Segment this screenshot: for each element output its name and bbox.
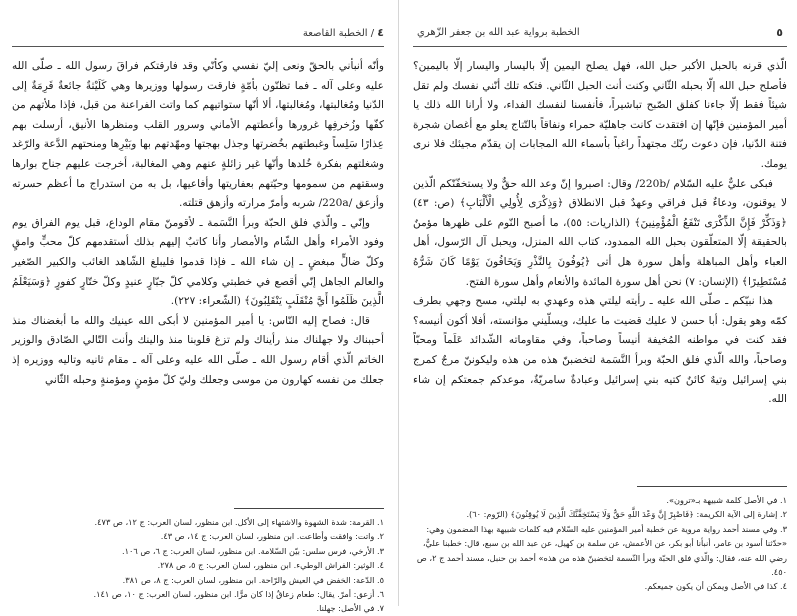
footnote: ٦. أزعق: أمرّ. يقال: طعام زعاقٌ إذا كان مرًّا. ابن منظور، لسان العرب: ج ١٠، ص ١٤١. bbox=[93, 589, 384, 600]
paragraph: الّذي قرنه بالحبل الأكبر حبل الله، فهل يصلح اليمين إلّا باليسار واليسار إلّا باليمين؟ فأصلح حبل الله إلّا بحبله الثّاني وكنت أنت الحبل الثّاني. فتكه تلك أنّني نفسك ولم تقل شيئاً فقط إلّا جاءنا كفلق الصّبح تباشيراً، فأنفسنا لنفسك الفداء، ولا أرانا الله ذلك يا أمير المؤمنين فإنّها إن افتقدت كانت جاهليّة حمراء ونفاقاً بالتّتاج يعلو مع أغصان شجرة فتنة الدّنيا، فإن دعوت ربّك مجتهداً راغباً بأسماء الله المجابات إن يقدّم مجيئك فلا نرى يومك. bbox=[413, 60, 787, 170]
running-title: الخطبة القاصعة bbox=[302, 28, 368, 39]
footnote: ٢. واتت: وافقت وأطاعت. ابن منظور، لسان العرب: ج ١٤، ص ٤٣. bbox=[160, 531, 384, 542]
left-page bbox=[0, 0, 398, 614]
page-number: ٥ bbox=[776, 26, 783, 39]
footnote: ٤. كذا في الأصل ويمكن أن يكون جميعكم. bbox=[644, 581, 787, 592]
page-number: ٤ bbox=[377, 26, 384, 39]
footnote-rule bbox=[637, 486, 787, 487]
running-head-right bbox=[413, 20, 787, 47]
footnote: ٧. في الأصل: جهلنا. bbox=[316, 603, 384, 614]
running-head-left: ٤ / الخطبة القاصعة bbox=[12, 20, 384, 47]
paragraph: وإنّي ـ والّذي فلق الحبّة وبرأ النَّسَمة ـ لأقومنّ مقام الوداع، قبل يوم الفراق يوم وفود الأمراء وأهل الشّام والأمصار وأنا كاتبٌ إليهم بذلك أستقدمهم كلّ محبٍّ وامقٍ وكلّ ضالٍّ مبغضٍ ـ إن شاء الله ـ فإذا قدموا فليبلغ الشّاهد الغائب والكبير الصّغير والعالم الجاهل إنّي أقصع في خطبتي وكلامي كلّ جبّارٍ عنيدٍ وكلّ ختّارٍ كفورٍ ﴿وَسَيَعْلَمُ الَّذِينَ ظَلَمُوا أَيَّ مُنْقَلَبٍ يَنْقَلِبُونَ﴾ (الشّعراء: ٢٢٧). bbox=[12, 216, 384, 308]
footnote: ٣. الأرخي، فرس سلس: بيّن السّلامة. ابن منظور، لسان العرب: ج ٦، ص ١٠٦. bbox=[121, 545, 384, 556]
footnote: ٣. وفي مسند أحمد رواية مروية عن خطبة أمير المؤمنين عليه السّلام فيه كلمات شبيهة بهذا المضمون وهي: «حدّثنا أسود بن عامر، أنبأنا أبو بكر، عن الأعمش، عن سلمة بن كهيل، عن عبد الله بن سبع، قال: خطبنا عليٌّ، رضي الله عنه، فقال: والّذي فلق الحبّة وبرأ النّسمة لتخضبنّ هذه من هذه» أحمد بن حنبل، مسند أحمد ج ٢، ص ٤٥٠. bbox=[416, 523, 787, 578]
footnote-rule bbox=[234, 508, 384, 509]
running-title: الخطبة برواية عبد الله بن جعفر الزّهري bbox=[417, 27, 580, 38]
footnote: ١. القرمة: شدة الشهوة والاشتهاء إلى الأكل. ابن منظور، لسان العرب: ج ١٢، ص ٤٧٣. bbox=[94, 517, 384, 527]
paragraph: وأنّه أنبأني بالحقّ ونعى إليّ نفسي وكأنّي وقد فارقتكم فراقَ رسول الله ـ صلّى الله عليه وعلى آله ـ فما تظنّون بأمّةٍ فارقت رسولها ووزيرها وهي كَلَيْثةٌ جائعةٌ قَرِمَةٌ إلى الدّنيا ومُغالبتها، ومُغالبتها، ألا أنّها ستواتيهم كما واتت الفراعنة من قبل، فإذا ملأتهم من كفّها وزُخرفِها غرورها وأعطتهم الأماني وسرور القلب ومنظرها الأنيق، أرسلت بهم عِذارًا سَلِساً وغبطتهم بخُضرتها وجذل بهجتها ومهّدتهم بها وبَيْرِها ومنحتهم الدَّعة والرّغد وشغلتهم بفكرة خُلدها وأنّها غير زائلةٍ عنهم وهي المغالبة، أخرجت عليهم جناح بوارها وسقتهم من سمومها وحيّتهم بعفاريتها وأفاعيها، بل به من استدراج ما أعظم حسرته وأزعق /220a/ شربه وأمرّ مرارته وأزهق قتلته. bbox=[12, 60, 384, 210]
left-page-body bbox=[12, 57, 384, 390]
paragraph: قال: فصاح إليه النّاس: يا أمير المؤمنين لا أبكى الله عينيك والله ما أبغضناك منذ أحببناك ولا جهلناك منذ رأيناك ولم تزغ قلوبنا منذ والينك وأنت التّالي الصّادق والوزير الخاتم الّذي أقام رسول الله ـ صلّى الله عليه وعلى آله ـ مقام ثانيه وتاليه ووزيره إذ جعلك من نفسه كهارون من موسى وجعلك وليّ كلّ مؤمنٍ ومؤمنةٍ وحبله الثّاني bbox=[12, 314, 384, 386]
footnote: ٤. الوثير: الفراش الوطيء. ابن منظور، لسان العرب: ج ٥، ص ٢٧٨. bbox=[157, 560, 384, 571]
right-page-body bbox=[413, 57, 787, 410]
paragraph: فبكى عليٌّ عليه السّلام /220b/ وقال: اصبروا إنّ وعد الله حقٌّ ولا يستخفّنّكم الّذين لا يوقنون، ودعاءٌ قبل فراقي وعهدٌ قبل الانطلاق ﴿وَذِكْرَى لِأُولِي الْأَلْبَابِ﴾ (ص: ٤٣) ﴿وَذَكِّرْ فَإِنَّ الذِّكْرَى تَنْفَعُ الْمُؤْمِنِينَ﴾ (الذاريات: ٥٥)، ما أصبح النّوم على ظهرها مؤمنٌ بالحقيقة إلّا المتعلّقون بحبل الله الممدود، كتاب الله المنزل، ويحبل آل الرّسول، أهل العباء وأهل المباهلة وأهل سورة هل أتى ﴿يُوفُونَ بِالنَّذْرِ وَيَخَافُونَ يَوْمًا كَانَ شَرُّهُ مُسْتَطِيرًا﴾ (الإنسان: ٧) نحن أهل سورة المائدة والأنعام وأهل سورة الفتح. bbox=[413, 177, 787, 288]
right-page bbox=[399, 0, 797, 606]
footnotes-left bbox=[12, 508, 384, 616]
footnotes-right bbox=[413, 486, 787, 594]
footnote: ١. في الأصل كلمة شبيهة بـ«ترون». bbox=[666, 495, 787, 505]
footnote: ٢. إشارة إلى الآية الكريمة: ﴿فَاصْبِرْ إِنَّ وَعْدَ اللَّهِ حَقٌّ وَلَا يَسْتَخِفَّنَّكَ الَّذِينَ لَا يُوقِنُونَ﴾ (الرّوم: ٦٠). bbox=[466, 509, 787, 520]
paragraph: هذا نبيّكم ـ صلّى الله عليه ـ رأيته ليلتي هذه وعهدي به ليلتي، مسح وجهي بطرف كمّه وهو يقول: أبا حسن لا عليك قضيت ما عليك، ويسلّيني مؤانسته، أفلا أكون أنيسه؟ فقد كنت في مواطنه المُخيفة أنيساً وصاحباً، وفي مقاوماته الشّدائد عَلَماً ومحبّاً وصاحباً، والله الّذي فلق الحبّة وبرأ النَّسَمة لتخضبنّ هذه من هذه وليكوننّ مرجٌ كمرج بني إسرائيل وتيهٌ كائنٌ كتيه بني إسرائيل وعبادةٌ سامريّةٌ، موعدكم جمعتكم إن شاء الله. bbox=[413, 295, 787, 406]
footnote: ٥. الدّعة: الخفض في العيش والرّاحة. ابن منظور، لسان العرب: ج ٨، ص ٣٨١. bbox=[122, 574, 384, 585]
